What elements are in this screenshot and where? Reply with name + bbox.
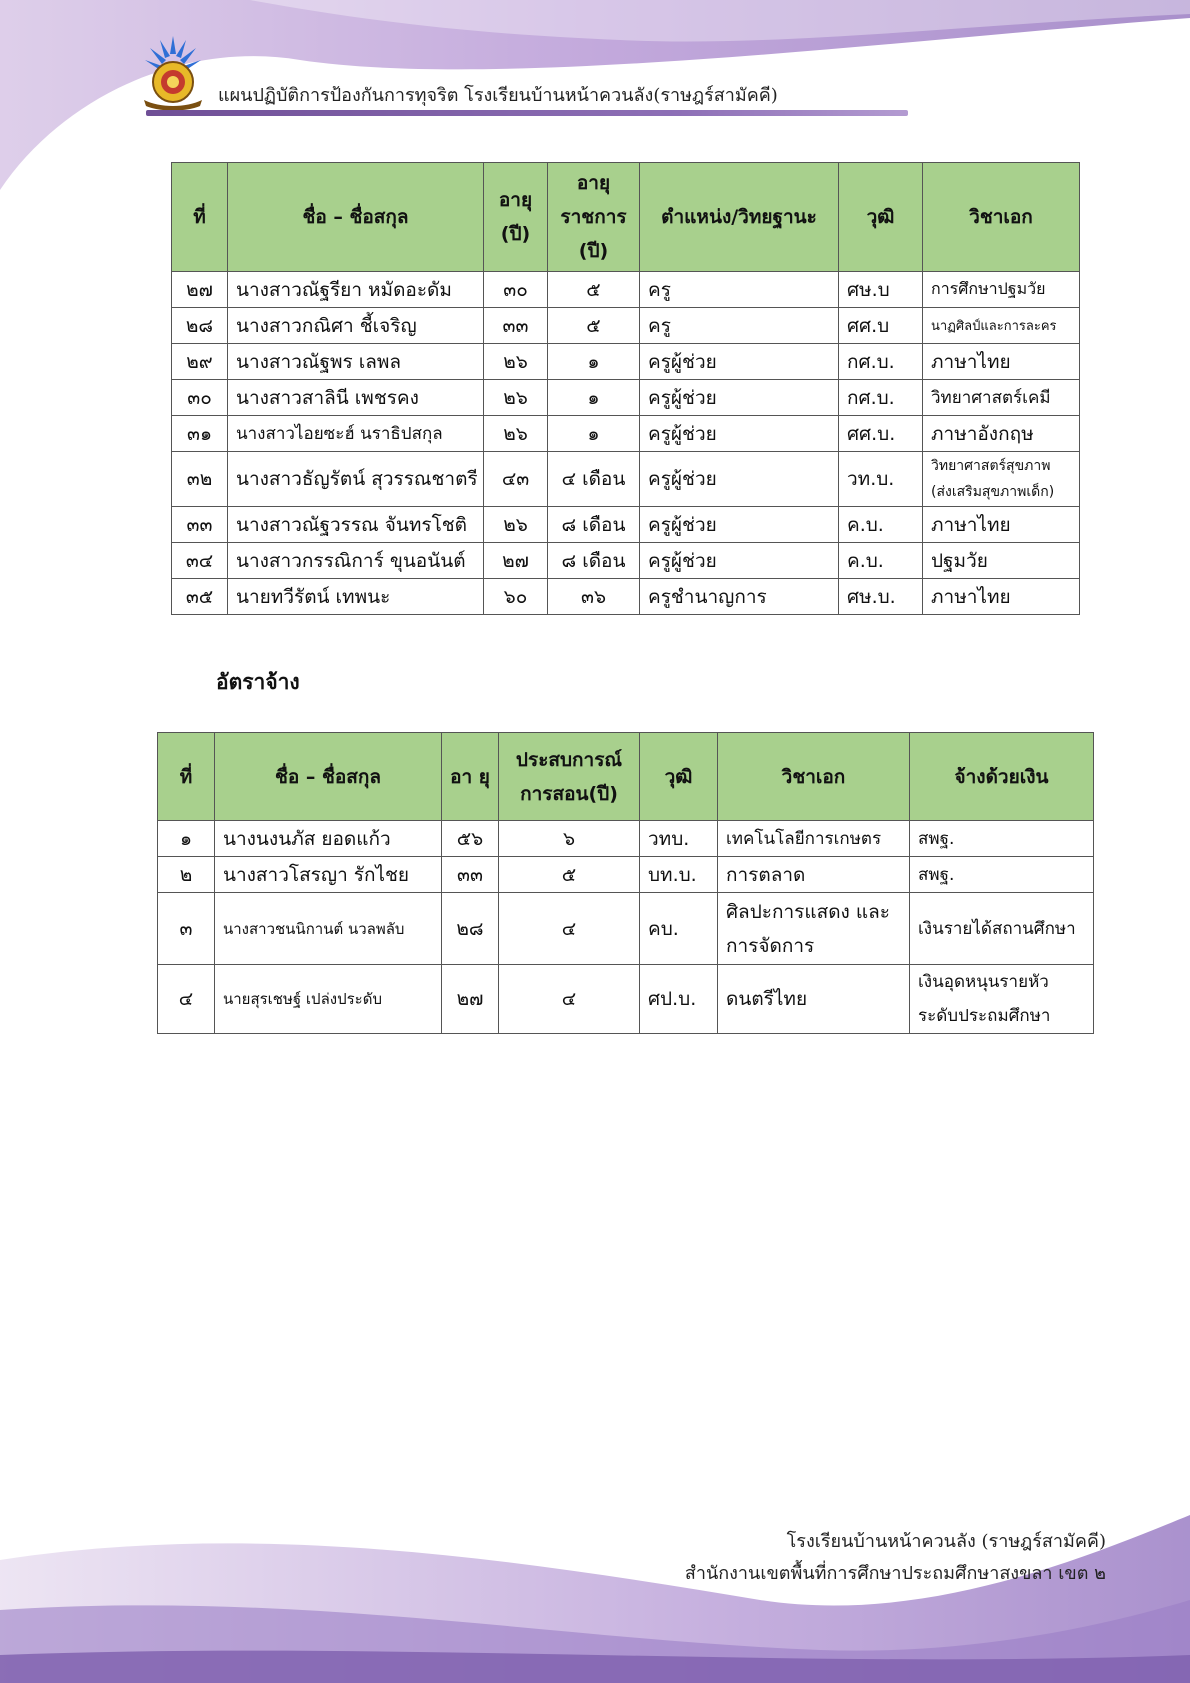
cell-degree: กศ.บ. (839, 344, 923, 380)
footer-office-name: สำนักงานเขตพื้นที่การศึกษาประถมศึกษาสงขลา เขต ๒ (684, 1563, 1106, 1584)
table-row (172, 507, 1080, 543)
table-row (158, 893, 1094, 965)
cell-no: ๓๒ (172, 452, 228, 507)
cell-major: ปฐมวัย (923, 543, 1080, 579)
cell-age: ๒๘ (442, 893, 499, 965)
page-footer (685, 1526, 1106, 1590)
teachers-table (171, 162, 1080, 615)
cell-degree: ค.บ. (839, 507, 923, 543)
cell-position: ครูผู้ช่วย (640, 344, 839, 380)
cell-no: ๓๓ (172, 507, 228, 543)
cell-funding: สพฐ. (910, 821, 1094, 857)
cell-name: นางสาวกรรณิการ์ ขุนอนันต์ (228, 543, 484, 579)
cell-no: ๓๐ (172, 380, 228, 416)
cell-age: ๒๖ (484, 507, 548, 543)
cell-service: ๘ เดือน (548, 507, 640, 543)
table-row (158, 821, 1094, 857)
cell-position: ครู (640, 308, 839, 344)
cell-service: ๕ (548, 308, 640, 344)
col-header-age: อา ยุ (442, 733, 499, 821)
cell-major: ดนตรีไทย (718, 965, 910, 1034)
cell-experience: ๔ (499, 965, 640, 1034)
cell-name: นางสาวโสรญา รักไชย (215, 857, 442, 893)
cell-age: ๒๗ (484, 543, 548, 579)
cell-no: ๒๙ (172, 344, 228, 380)
col-header-service-years: อายุ ราชการ (ปี) (548, 163, 640, 272)
cell-degree: ศป.บ. (640, 965, 718, 1034)
page-header (140, 30, 920, 120)
cell-major: ภาษาไทย (923, 507, 1080, 543)
cell-age: ๓๓ (442, 857, 499, 893)
table-row (158, 857, 1094, 893)
col-header-position: ตำแหน่ง/วิทยฐานะ (640, 163, 839, 272)
cell-no: ๒๘ (172, 308, 228, 344)
cell-position: ครูผู้ช่วย (640, 380, 839, 416)
table-header-row (158, 733, 1094, 821)
cell-experience: ๔ (499, 893, 640, 965)
cell-no: ๓๑ (172, 416, 228, 452)
cell-name: นางสาวธัญรัตน์ สุวรรณชาตรี (228, 452, 484, 507)
cell-degree: ศศ.บ (839, 308, 923, 344)
cell-position: ครูผู้ช่วย (640, 416, 839, 452)
table-row (172, 452, 1080, 507)
cell-service: ๓๖ (548, 579, 640, 615)
cell-position: ครูผู้ช่วย (640, 507, 839, 543)
cell-degree: ศศ.บ. (839, 416, 923, 452)
cell-name: นางสาวชนนิกานต์ นวลพลับ (215, 893, 442, 965)
cell-no: ๓๕ (172, 579, 228, 615)
cell-degree: กศ.บ. (839, 380, 923, 416)
table-row (172, 380, 1080, 416)
header-divider (146, 110, 908, 116)
school-logo-icon (140, 34, 206, 110)
cell-age: ๖๐ (484, 579, 548, 615)
col-header-no: ที่ (158, 733, 215, 821)
cell-name: นางสาวณัฐพร เลพล (228, 344, 484, 380)
cell-experience: ๖ (499, 821, 640, 857)
cell-funding: สพฐ. (910, 857, 1094, 893)
col-header-major: วิชาเอก (923, 163, 1080, 272)
cell-position: ครูผู้ช่วย (640, 543, 839, 579)
cell-degree: วท.บ. (839, 452, 923, 507)
cell-name: นายสุรเชษฐ์ เปล่งประดับ (215, 965, 442, 1034)
cell-funding: เงินรายได้สถานศึกษา (910, 893, 1094, 965)
cell-no: ๒ (158, 857, 215, 893)
col-header-experience: ประสบการณ์ การสอน(ปี) (499, 733, 640, 821)
col-header-degree: วุฒิ (839, 163, 923, 272)
col-header-degree: วุฒิ (640, 733, 718, 821)
cell-degree: ศษ.บ. (839, 579, 923, 615)
cell-major: การศึกษาปฐมวัย (923, 272, 1080, 308)
cell-name: นางสาวไอยซะฮ์ นราธิปสกุล (228, 416, 484, 452)
cell-degree: ศษ.บ (839, 272, 923, 308)
table-row (172, 344, 1080, 380)
cell-major: ศิลปะการแสดง และการจัดการ (718, 893, 910, 965)
contract-staff-table (157, 732, 1094, 1034)
cell-age: ๕๖ (442, 821, 499, 857)
cell-age: ๒๖ (484, 344, 548, 380)
col-header-name: ชื่อ – ชื่อสกุล (215, 733, 442, 821)
cell-age: ๒๖ (484, 380, 548, 416)
cell-name: นายทวีรัตน์ เทพนะ (228, 579, 484, 615)
col-header-funding: จ้างด้วยเงิน (910, 733, 1094, 821)
table-row (158, 965, 1094, 1034)
cell-degree: ค.บ. (839, 543, 923, 579)
cell-service: ๑ (548, 416, 640, 452)
cell-age: ๒๖ (484, 416, 548, 452)
cell-no: ๓ (158, 893, 215, 965)
cell-position: ครูผู้ช่วย (640, 452, 839, 507)
cell-name: นางนงนภัส ยอดแก้ว (215, 821, 442, 857)
cell-age: ๒๗ (442, 965, 499, 1034)
col-header-no: ที่ (172, 163, 228, 272)
table-row (172, 416, 1080, 452)
cell-position: ครู (640, 272, 839, 308)
cell-service: ๑ (548, 344, 640, 380)
cell-major: นาฏศิลป์และการละคร (923, 308, 1080, 344)
cell-service: ๔ เดือน (548, 452, 640, 507)
cell-major: ภาษาอังกฤษ (923, 416, 1080, 452)
cell-degree: วทบ. (640, 821, 718, 857)
col-header-major: วิชาเอก (718, 733, 910, 821)
table-row (172, 308, 1080, 344)
cell-experience: ๕ (499, 857, 640, 893)
cell-age: ๔๓ (484, 452, 548, 507)
footer-school-name: โรงเรียนบ้านหน้าควนลัง (ราษฎร์สามัคคี) (786, 1531, 1106, 1552)
cell-no: ๒๗ (172, 272, 228, 308)
cell-major: เทคโนโลยีการเกษตร (718, 821, 910, 857)
cell-name: นางสาวณัฐวรรณ จันทรโชติ (228, 507, 484, 543)
col-header-name: ชื่อ – ชื่อสกุล (228, 163, 484, 272)
cell-service: ๕ (548, 272, 640, 308)
table-header-row (172, 163, 1080, 272)
cell-major: การตลาด (718, 857, 910, 893)
cell-funding: เงินอุดหนุนรายหัว ระดับประถมศึกษา (910, 965, 1094, 1034)
cell-name: นางสาวณัฐรียา หมัดอะดัม (228, 272, 484, 308)
cell-no: ๓๔ (172, 543, 228, 579)
cell-no: ๑ (158, 821, 215, 857)
table-row (172, 579, 1080, 615)
cell-age: ๓๐ (484, 272, 548, 308)
cell-degree: คบ. (640, 893, 718, 965)
cell-major: วิทยาศาสตร์เคมี (923, 380, 1080, 416)
cell-position: ครูชำนาญการ (640, 579, 839, 615)
col-header-age: อายุ (ปี) (484, 163, 548, 272)
cell-service: ๘ เดือน (548, 543, 640, 579)
table-row (172, 543, 1080, 579)
cell-name: นางสาวกณิศา ชี้เจริญ (228, 308, 484, 344)
cell-age: ๓๓ (484, 308, 548, 344)
table-row (172, 272, 1080, 308)
cell-name: นางสาวสาลินี เพชรคง (228, 380, 484, 416)
cell-degree: บท.บ. (640, 857, 718, 893)
cell-major: ภาษาไทย (923, 344, 1080, 380)
header-title: แผนปฏิบัติการป้องกันการทุจริต โรงเรียนบ้านหน้าควนลัง(ราษฎร์สามัคคี) (218, 85, 778, 106)
cell-major: วิทยาศาสตร์สุขภาพ (ส่งเสริมสุขภาพเด็ก) (923, 452, 1080, 507)
cell-service: ๑ (548, 380, 640, 416)
section-title-contract-staff: อัตราจ้าง (216, 670, 300, 694)
cell-major: ภาษาไทย (923, 579, 1080, 615)
cell-no: ๔ (158, 965, 215, 1034)
